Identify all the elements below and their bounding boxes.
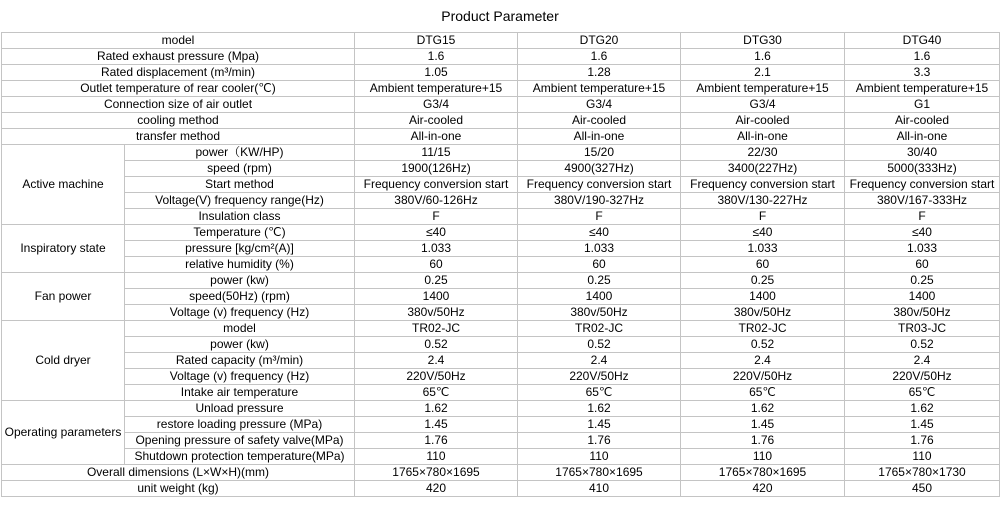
param-value: 2.4 [845,353,1000,369]
param-value: 1400 [681,289,845,305]
param-value: 1.6 [681,49,845,65]
param-label: cooling method [2,113,355,129]
param-value: 1.033 [518,241,681,257]
table-row [2,353,1000,369]
param-value: 1765×780×1695 [681,465,845,481]
param-value: All-in-one [355,129,518,145]
param-value: 380V/167-333Hz [845,193,1000,209]
table-row [2,337,1000,353]
param-value: 1.76 [518,433,681,449]
param-value: F [355,209,518,225]
table-row [2,161,1000,177]
param-value: 110 [681,449,845,465]
param-value: ≤40 [518,225,681,241]
param-label: pressure [kg/cm²(A)] [125,241,355,257]
param-value: 1765×780×1695 [355,465,518,481]
param-label: power (kw) [125,337,355,353]
param-label: unit weight (kg) [2,481,355,497]
param-value: Frequency conversion start [518,177,681,193]
param-value: 450 [845,481,1000,497]
param-value: 0.25 [355,273,518,289]
param-value: F [518,209,681,225]
param-value: 1.28 [518,65,681,81]
param-value: G3/4 [355,97,518,113]
table-row [2,305,1000,321]
param-label: power（KW/HP) [125,145,355,161]
param-value: Ambient temperature+15 [845,81,1000,97]
param-value: TR02-JC [355,321,518,337]
param-value: 380V/60-126Hz [355,193,518,209]
param-value: Air-cooled [681,113,845,129]
group-label: Inspiratory state [2,225,125,273]
param-value: 1.45 [845,417,1000,433]
table-row [2,49,1000,65]
param-value: 3.3 [845,65,1000,81]
param-value: DTG40 [845,33,1000,49]
param-value: G3/4 [518,97,681,113]
param-value: 30/40 [845,145,1000,161]
param-value: 2.4 [681,353,845,369]
table-row [2,257,1000,273]
param-label: Connection size of air outlet [2,97,355,113]
param-value: G1 [845,97,1000,113]
param-value: All-in-one [518,129,681,145]
param-value: Air-cooled [518,113,681,129]
param-value: 220V/50Hz [518,369,681,385]
param-label: relative humidity (%) [125,257,355,273]
table-row [2,449,1000,465]
param-value: 1.6 [518,49,681,65]
param-value: 1.76 [845,433,1000,449]
param-value: Ambient temperature+15 [355,81,518,97]
table-row [2,273,1000,289]
param-value: ≤40 [355,225,518,241]
param-value: 1.62 [518,401,681,417]
param-value: Frequency conversion start [355,177,518,193]
param-label: speed(50Hz) (rpm) [125,289,355,305]
param-value: All-in-one [845,129,1000,145]
group-label: Active machine [2,145,125,225]
param-label: Shutdown protection temperature(MPa) [125,449,355,465]
group-label: Cold dryer [2,321,125,401]
param-label: Intake air temperature [125,385,355,401]
param-value: F [845,209,1000,225]
param-value: 5000(333Hz) [845,161,1000,177]
param-value: 1900(126Hz) [355,161,518,177]
param-value: 1765×780×1695 [518,465,681,481]
param-value: Ambient temperature+15 [681,81,845,97]
param-value: 15/20 [518,145,681,161]
param-value: 0.25 [681,273,845,289]
param-value: 65℃ [681,385,845,401]
table-row [2,33,1000,49]
group-label: Operating parameters [2,401,125,465]
param-value: 65℃ [355,385,518,401]
param-label: Outlet temperature of rear cooler(℃) [2,81,355,97]
param-label: model [125,321,355,337]
param-value: 65℃ [518,385,681,401]
param-value: 1.6 [355,49,518,65]
param-label: Opening pressure of safety valve(MPa) [125,433,355,449]
param-value: 0.52 [681,337,845,353]
param-value: G3/4 [681,97,845,113]
param-value: Air-cooled [355,113,518,129]
param-label: Overall dimensions (L×W×H)(mm) [2,465,355,481]
table-row [2,65,1000,81]
param-value: TR02-JC [681,321,845,337]
param-value: 420 [355,481,518,497]
param-value: 2.1 [681,65,845,81]
param-value: 380V/190-327Hz [518,193,681,209]
param-label: Unload pressure [125,401,355,417]
param-value: Air-cooled [845,113,1000,129]
param-label: Temperature (℃) [125,225,355,241]
table-row [2,481,1000,497]
param-value: 11/15 [355,145,518,161]
param-value: 1400 [845,289,1000,305]
page-title: Product Parameter [441,8,559,24]
table-row [2,465,1000,481]
param-label: Rated displacement (m³/min) [2,65,355,81]
param-value: ≤40 [681,225,845,241]
table-row [2,417,1000,433]
table-row [2,193,1000,209]
param-value: TR02-JC [518,321,681,337]
param-value: Ambient temperature+15 [518,81,681,97]
param-value: 220V/50Hz [681,369,845,385]
param-label: speed (rpm) [125,161,355,177]
param-value: 380v/50Hz [845,305,1000,321]
param-value: 2.4 [355,353,518,369]
param-value: 1.45 [681,417,845,433]
param-label: Insulation class [125,209,355,225]
table-row [2,209,1000,225]
table-row [2,97,1000,113]
param-value: 1.62 [681,401,845,417]
param-value: 2.4 [518,353,681,369]
param-label: restore loading pressure (MPa) [125,417,355,433]
param-value: 380v/50Hz [518,305,681,321]
param-value: All-in-one [681,129,845,145]
param-label: model [2,33,355,49]
table-row [2,113,1000,129]
table-row [2,81,1000,97]
param-value: 380v/50Hz [681,305,845,321]
param-value: 420 [681,481,845,497]
param-label: Voltage (v) frequency (Hz) [125,305,355,321]
param-value: 110 [518,449,681,465]
param-value: F [681,209,845,225]
param-value: 110 [355,449,518,465]
param-value: 380V/130-227Hz [681,193,845,209]
param-label: Rated capacity (m³/min) [125,353,355,369]
param-value: 0.52 [355,337,518,353]
table-row [2,401,1000,417]
param-value: DTG30 [681,33,845,49]
parameter-table [1,32,1000,497]
param-label: Start method [125,177,355,193]
table-row [2,241,1000,257]
param-label: Voltage (v) frequency (Hz) [125,369,355,385]
param-value: 3400(227Hz) [681,161,845,177]
param-value: Frequency conversion start [681,177,845,193]
param-value: 60 [681,257,845,273]
table-row [2,225,1000,241]
param-value: 0.25 [845,273,1000,289]
param-value: 1400 [518,289,681,305]
param-value: 1.76 [355,433,518,449]
param-value: 110 [845,449,1000,465]
param-value: 1400 [355,289,518,305]
param-value: 1.62 [845,401,1000,417]
param-value: 60 [518,257,681,273]
param-value: 220V/50Hz [355,369,518,385]
param-value: 1765×780×1730 [845,465,1000,481]
param-value: 1.62 [355,401,518,417]
param-label: transfer method [2,129,355,145]
table-row [2,433,1000,449]
param-value: 0.52 [845,337,1000,353]
param-value: 1.45 [518,417,681,433]
param-value: 4900(327Hz) [518,161,681,177]
table-row [2,385,1000,401]
param-value: 1.05 [355,65,518,81]
group-label: Fan power [2,273,125,321]
param-value: 410 [518,481,681,497]
param-value: 1.45 [355,417,518,433]
table-row [2,289,1000,305]
param-label: Rated exhaust pressure (Mpa) [2,49,355,65]
param-value: 1.6 [845,49,1000,65]
param-value: 380v/50Hz [355,305,518,321]
param-label: Voltage(V) frequency range(Hz) [125,193,355,209]
param-value: 0.52 [518,337,681,353]
param-value: DTG15 [355,33,518,49]
param-value: 60 [355,257,518,273]
table-row [2,129,1000,145]
table-row [2,369,1000,385]
param-value: 220V/50Hz [845,369,1000,385]
param-value: 1.033 [681,241,845,257]
table-row [2,145,1000,161]
param-label: power (kw) [125,273,355,289]
param-value: 0.25 [518,273,681,289]
table-row [2,321,1000,337]
param-value: 22/30 [681,145,845,161]
param-value: 60 [845,257,1000,273]
param-value: ≤40 [845,225,1000,241]
param-value: 1.033 [355,241,518,257]
param-value: 1.76 [681,433,845,449]
param-value: 1.033 [845,241,1000,257]
table-row [2,177,1000,193]
param-value: DTG20 [518,33,681,49]
param-value: Frequency conversion start [845,177,1000,193]
param-value: TR03-JC [845,321,1000,337]
param-value: 65℃ [845,385,1000,401]
